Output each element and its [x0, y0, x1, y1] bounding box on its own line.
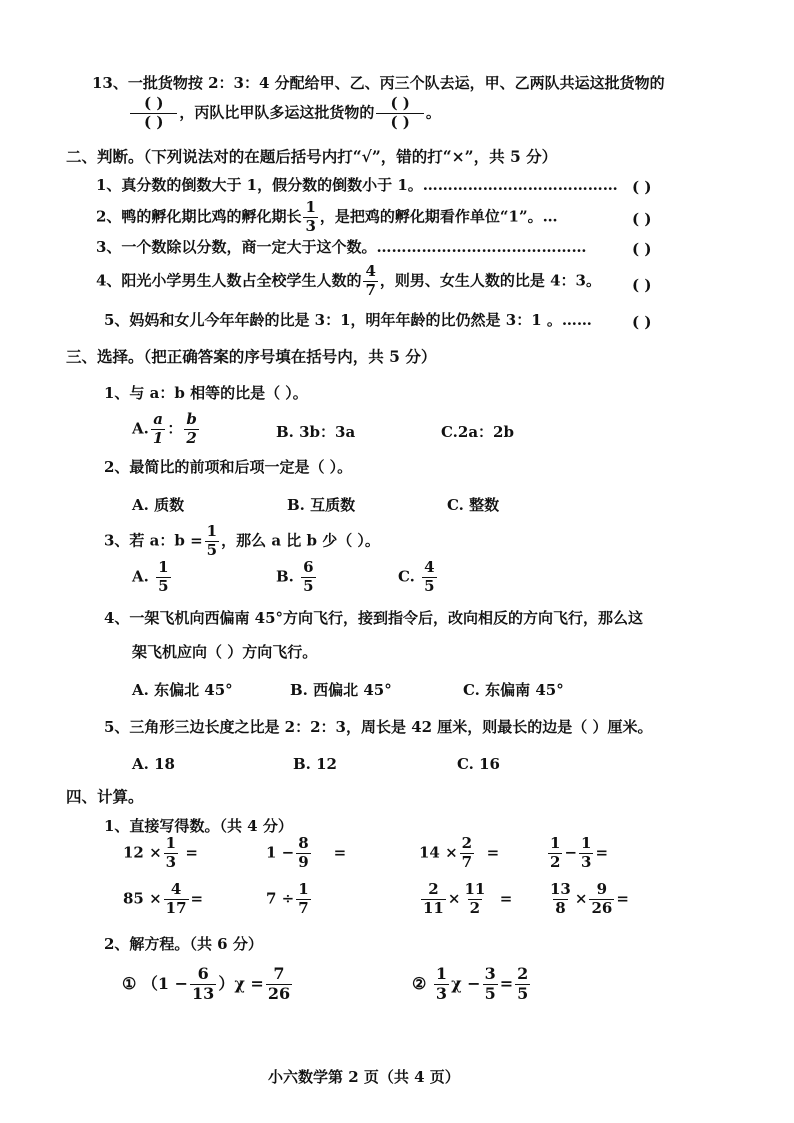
choice-q2: 2、最简比的前项和后项一定是（ ）。	[104, 458, 353, 476]
fraction	[164, 882, 189, 917]
judge-q5: 5、妈妈和女儿今年年龄的比是 3：1，明年年龄的比仍然是 3：1 。……	[104, 311, 592, 329]
page-footer: 小六数学第 2 页（共 4 页）	[268, 1068, 460, 1086]
option-label: B.	[276, 567, 294, 586]
fraction	[296, 882, 310, 917]
choice-q3-option-a[interactable]	[132, 560, 173, 595]
numerator: 4	[170, 880, 182, 898]
numerator: 1	[165, 834, 177, 852]
judge-q1-answer[interactable]: ( )	[632, 178, 652, 196]
denominator: 13	[192, 983, 215, 1003]
fraction	[548, 882, 573, 917]
denominator: 7	[365, 280, 376, 299]
calc-item-6	[266, 882, 313, 917]
denominator: 3	[435, 983, 448, 1003]
equals: =	[499, 889, 513, 908]
numerator: 1	[581, 834, 592, 852]
equals: =	[333, 843, 347, 862]
section3-title: 三、选择。（把正确答案的序号填在括号内，共 5 分）	[66, 347, 437, 366]
section2-title: 二、判断。（下列说法对的在题后括号内打“√”，错的打“×”，共 5 分）	[66, 147, 558, 166]
operand: 14 ×	[419, 843, 458, 862]
denominator: 17	[165, 898, 187, 917]
fraction-b-over-2	[184, 412, 199, 447]
circled-number-2: ②	[412, 973, 427, 993]
numerator: 2	[461, 834, 473, 852]
choice-q2-option-b[interactable]: B. 互质数	[287, 496, 356, 514]
numerator: 2	[428, 880, 439, 898]
choice-q1-option-b[interactable]: B. 3b：3a	[276, 423, 356, 441]
operand: 12 ×	[123, 843, 162, 862]
circled-number-1: ①	[122, 973, 137, 993]
denominator: 9	[298, 852, 309, 871]
calc-sub1-title: 1、直接写得数。（共 4 分）	[104, 817, 293, 835]
fraction	[548, 836, 562, 871]
choice-q5-option-b[interactable]: B. 12	[293, 755, 337, 773]
fraction	[434, 966, 449, 1003]
judge-q2-fraction	[303, 200, 317, 235]
option-label: A.	[132, 419, 149, 438]
choice-q5-option-c[interactable]: C. 16	[457, 755, 500, 773]
numerator: 9	[596, 880, 608, 898]
denominator: 5	[424, 576, 435, 595]
denominator: 3	[581, 852, 592, 871]
choice-q1: 1、与 a：b 相等的比是（ ）。	[104, 384, 308, 402]
denominator: 5	[303, 576, 314, 595]
denominator: 3	[165, 852, 177, 871]
q13-line2	[128, 96, 441, 131]
operator: ×	[447, 889, 461, 908]
fraction-a-over-1	[151, 412, 165, 447]
choice-q3-option-c[interactable]	[398, 560, 439, 595]
numerator: b	[186, 410, 197, 428]
fraction	[483, 966, 498, 1003]
numerator: 8	[298, 834, 309, 852]
fraction	[190, 966, 216, 1003]
fraction	[266, 966, 292, 1003]
denominator: 3	[305, 216, 316, 235]
judge-q4	[96, 264, 601, 299]
fraction	[462, 882, 487, 917]
denominator: 26	[267, 983, 291, 1003]
judge-q4-post: ，则男、女生人数的比是 4：3。	[379, 271, 601, 290]
fraction	[164, 836, 178, 871]
choice-q2-option-c[interactable]: C. 整数	[447, 496, 500, 514]
q13-blank-numerator-1: ( )	[144, 94, 164, 112]
choice-q3-post: ，那么 a 比 b 少（ ）。	[221, 531, 380, 550]
denominator: 1	[152, 428, 164, 447]
section4-title: 四、计算。	[66, 787, 144, 806]
q13-blank-denominator-1: ( )	[130, 113, 177, 131]
equals: =	[486, 843, 500, 862]
equation-2	[412, 966, 532, 1003]
choice-q4-line2: 架飞机应向（ ）方向飞行。	[132, 643, 318, 661]
numerator: 13	[550, 880, 571, 898]
choice-q3-option-b[interactable]	[276, 560, 318, 595]
judge-q2-post: ，是把鸡的孵化期看作单位“1”。…	[319, 207, 558, 226]
fraction	[421, 882, 446, 917]
fraction	[460, 836, 474, 871]
operator: −	[564, 843, 578, 862]
denominator: 2	[186, 428, 197, 447]
fraction	[515, 966, 530, 1003]
choice-q4-line1: 4、一架飞机向西偏南 45°方向飞行，接到指令后，改向相反的方向飞行，那么这	[104, 609, 644, 627]
denominator: 7	[298, 898, 309, 917]
equals: =	[616, 889, 629, 908]
option-label: C.	[398, 567, 415, 586]
choice-q1-option-c[interactable]: C.2a：2b	[441, 423, 514, 441]
equals: =	[185, 843, 198, 862]
equals: =	[499, 973, 514, 993]
denominator: 5	[158, 576, 169, 595]
choice-q3	[104, 524, 380, 559]
judge-q1: 1、真分数的倒数大于 1，假分数的倒数小于 1。…………………………………	[96, 176, 618, 194]
q13-blank-fraction-1[interactable]	[130, 96, 177, 131]
calc-item-4	[546, 836, 608, 871]
calc-item-7	[419, 882, 512, 917]
numerator: 1	[550, 834, 561, 852]
equation-1	[122, 966, 294, 1003]
choice-q4-option-c[interactable]: C. 东偏南 45°	[463, 681, 564, 699]
q13-blank-numerator-2: ( )	[390, 94, 410, 112]
choice-q3-pre: 3、若 a：b =	[104, 531, 203, 550]
denominator: 26	[591, 898, 613, 917]
denominator: 2	[550, 852, 561, 871]
operand: 85 ×	[123, 889, 162, 908]
numerator: 4	[424, 558, 435, 576]
numerator: 6	[303, 558, 314, 576]
denominator: 5	[206, 540, 218, 559]
q13-blank-denominator-2: ( )	[376, 113, 423, 131]
q13-line1: 13、一批货物按 2：3：4 分配给甲、乙、丙三个队去运，甲、乙两队共运这批货物的	[92, 74, 665, 92]
calc-item-5	[123, 882, 203, 917]
equation-mid: ）χ =	[218, 973, 264, 993]
calc-item-3	[419, 836, 499, 871]
fraction	[301, 560, 315, 595]
fraction	[156, 560, 170, 595]
judge-q5-answer[interactable]: ( )	[632, 313, 652, 331]
choice-q1-option-a[interactable]	[132, 412, 201, 447]
numerator: 6	[197, 964, 209, 983]
choice-q4-option-b[interactable]: B. 西偏北 45°	[290, 681, 392, 699]
calc-item-8	[546, 882, 629, 917]
judge-q3-answer[interactable]: ( )	[632, 240, 652, 258]
operand: 7 ÷	[266, 889, 295, 908]
choice-q4-option-a[interactable]: A. 东偏北 45°	[132, 681, 233, 699]
numerator: 11	[464, 880, 486, 898]
numerator: 1	[305, 198, 316, 216]
equation-left: （1 −	[141, 973, 189, 993]
denominator: 7	[461, 852, 473, 871]
q13-end: 。	[425, 103, 441, 122]
operator: ×	[574, 889, 588, 908]
colon: ：	[167, 419, 183, 438]
choice-q2-option-a[interactable]: A. 质数	[132, 496, 185, 514]
numerator: 1	[206, 522, 218, 540]
judge-q2-answer[interactable]: ( )	[632, 210, 652, 228]
denominator: 11	[423, 898, 444, 917]
judge-q3: 3、一个数除以分数，商一定大于这个数。……………………………………	[96, 238, 587, 256]
equation-mid: χ −	[451, 973, 481, 993]
fraction	[422, 560, 436, 595]
q13-blank-fraction-2[interactable]	[376, 96, 423, 131]
equals: =	[595, 843, 609, 862]
denominator: 8	[555, 898, 566, 917]
numerator: 1	[298, 880, 309, 898]
judge-q2	[96, 200, 558, 235]
denominator: 5	[517, 983, 529, 1003]
denominator: 5	[484, 983, 496, 1003]
choice-q5: 5、三角形三边长度之比是 2：2：3，周长是 42 厘米，则最长的边是（ ）厘米。	[104, 718, 653, 736]
q13-mid-text: ，丙队比甲队多运这批货物的	[179, 103, 375, 122]
numerator: 1	[158, 558, 169, 576]
numerator: 2	[517, 964, 529, 983]
numerator: 4	[365, 262, 376, 280]
judge-q2-pre: 2、鸭的孵化期比鸡的孵化期长	[96, 207, 302, 226]
calc-item-1	[123, 836, 198, 871]
calc-item-2	[266, 836, 346, 871]
numerator: 1	[435, 964, 448, 983]
numerator: a	[153, 410, 163, 428]
calc-sub2-title: 2、解方程。（共 6 分）	[104, 935, 263, 953]
denominator: 2	[469, 898, 481, 917]
fraction	[589, 882, 614, 917]
judge-q4-answer[interactable]: ( )	[632, 276, 652, 294]
equals: =	[190, 889, 204, 908]
fraction	[296, 836, 310, 871]
numerator: 7	[273, 964, 285, 983]
fraction	[579, 836, 593, 871]
numerator: 3	[484, 964, 496, 983]
judge-q4-fraction	[363, 264, 377, 299]
choice-q3-fraction	[205, 524, 219, 559]
choice-q5-option-a[interactable]: A. 18	[132, 755, 175, 773]
option-label: A.	[132, 567, 149, 586]
judge-q4-pre: 4、阳光小学男生人数占全校学生人数的	[96, 271, 362, 290]
operand: 1 −	[266, 843, 295, 862]
